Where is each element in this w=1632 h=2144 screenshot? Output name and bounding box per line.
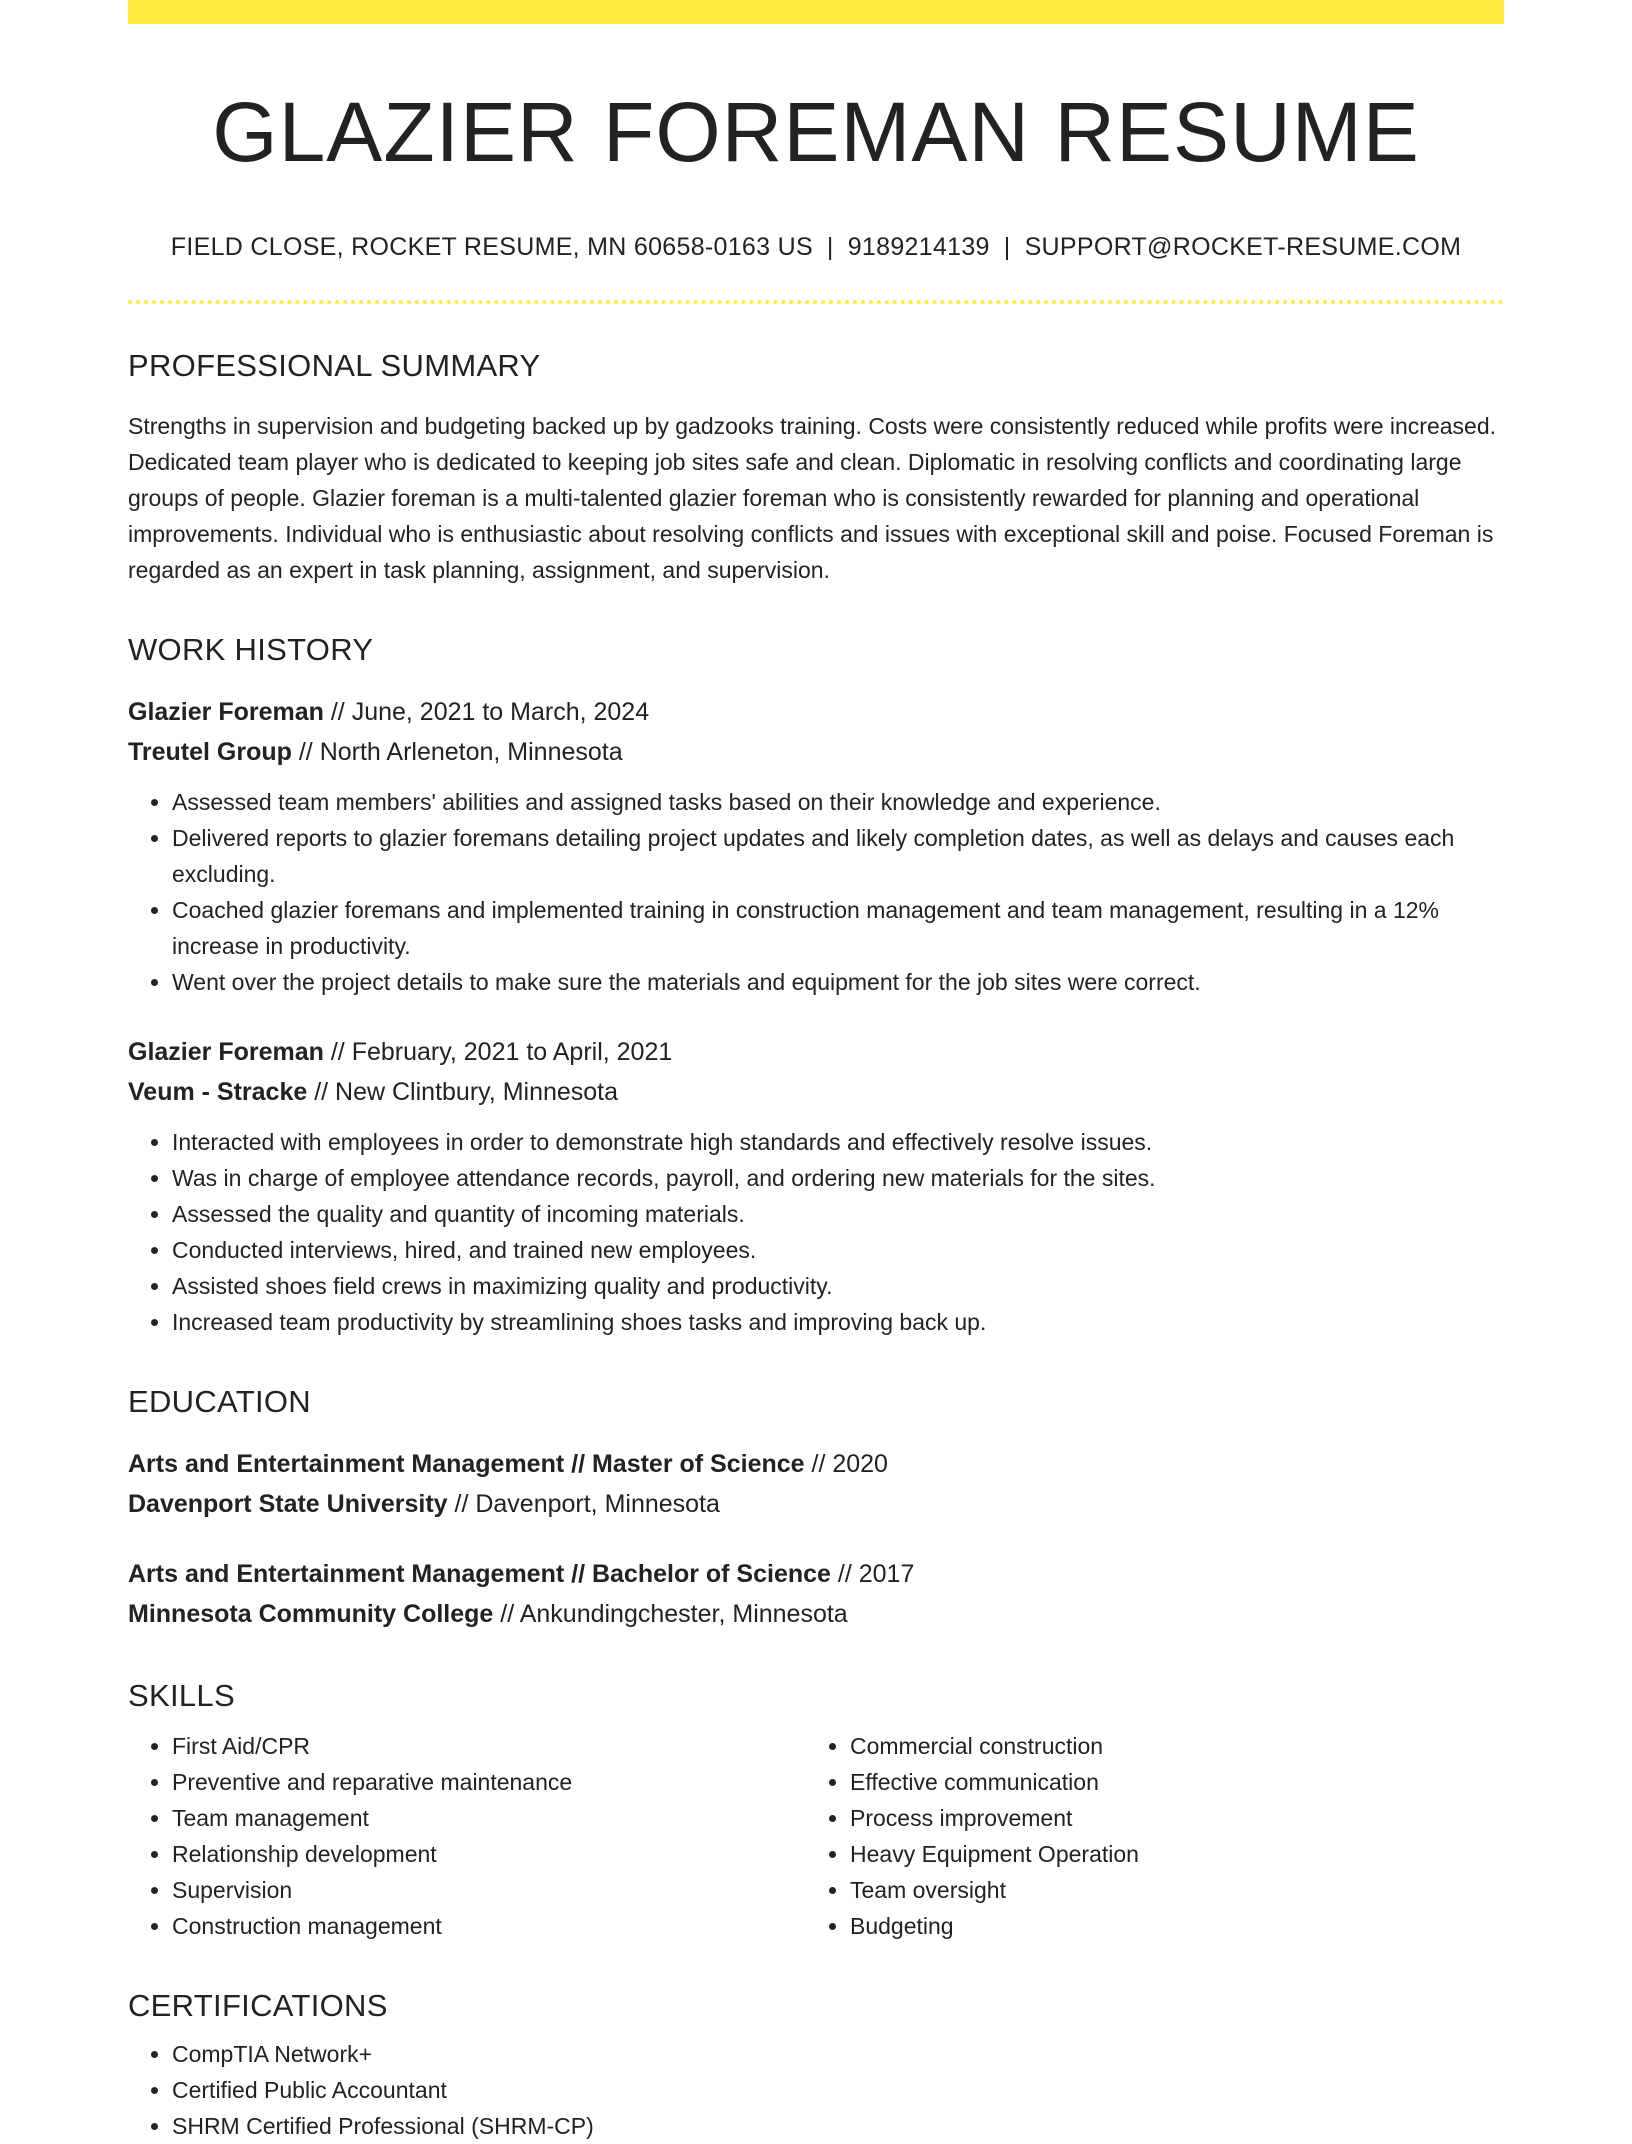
list-item: • Assessed the quality and quantity of incoming materials. xyxy=(172,1196,1504,1232)
education-entry xyxy=(128,1554,1504,1634)
job-title: Glazier Foreman xyxy=(128,1037,324,1066)
job-entry xyxy=(128,1032,1504,1340)
skills-list-left xyxy=(128,1728,806,1944)
certification-item: • SHRM Certified Professional (SHRM-CP) xyxy=(172,2108,1504,2144)
contact-separator: | xyxy=(1003,232,1011,261)
job-dates: // February, 2021 to April, 2021 xyxy=(323,1037,673,1066)
job-title-line xyxy=(128,1032,1504,1072)
list-item: • Conducted interviews, hired, and trained new employees. xyxy=(172,1232,1504,1268)
school-location: // Ankundingchester, Minnesota xyxy=(493,1599,848,1628)
skill-item: • Process improvement xyxy=(850,1800,1484,1836)
skills-grid xyxy=(128,1728,1504,1944)
job-company-line xyxy=(128,1072,1504,1112)
contact-address: FIELD CLOSE, ROCKET RESUME, MN 60658-0163 US xyxy=(170,232,813,261)
job-entry xyxy=(128,692,1504,1000)
certifications-heading: CERTIFICATIONS xyxy=(128,1987,388,2023)
list-item: • Coached glazier foremans and implemented training in construction management and team management, resulting in a 12% increase in productivity. xyxy=(172,892,1504,964)
school-location: // Davenport, Minnesota xyxy=(447,1489,720,1518)
school-line xyxy=(128,1594,1504,1634)
skill-item: • Relationship development xyxy=(172,1836,806,1872)
skill-item: • Commercial construction xyxy=(850,1728,1484,1764)
skill-item: • Team management xyxy=(172,1800,806,1836)
school-line xyxy=(128,1484,1504,1524)
list-item: • Interacted with employees in order to demonstrate high standards and effectively resolve issues. xyxy=(172,1124,1504,1160)
skill-item: • Effective communication xyxy=(850,1764,1484,1800)
skill-item: • Preventive and reparative maintenance xyxy=(172,1764,806,1800)
job-title-line xyxy=(128,692,1504,732)
certification-item: • Certified Public Accountant xyxy=(172,2072,1504,2108)
job-location: // North Arleneton, Minnesota xyxy=(291,737,623,766)
list-item: • Assisted shoes field crews in maximizing quality and productivity. xyxy=(172,1268,1504,1304)
skill-item: • Budgeting xyxy=(850,1908,1484,1944)
job-dates: // June, 2021 to March, 2024 xyxy=(323,697,650,726)
summary-heading: PROFESSIONAL SUMMARY xyxy=(128,347,541,383)
skills-list-right xyxy=(806,1728,1484,1944)
skill-item: • Heavy Equipment Operation xyxy=(850,1836,1484,1872)
degree-line xyxy=(128,1444,1504,1484)
resume-title: GLAZIER FOREMAN RESUME xyxy=(212,85,1420,179)
work-history-heading: WORK HISTORY xyxy=(128,631,374,667)
degree: Arts and Entertainment Management // Bachelor of Science xyxy=(128,1559,831,1588)
contact-phone: 9189214139 xyxy=(847,232,990,261)
top-accent-bar xyxy=(128,0,1504,24)
skill-item: • Supervision xyxy=(172,1872,806,1908)
header-divider xyxy=(128,300,1504,304)
job-company: Treutel Group xyxy=(128,737,292,766)
skill-item: • First Aid/CPR xyxy=(172,1728,806,1764)
contact-line xyxy=(128,233,1504,262)
skill-item: • Team oversight xyxy=(850,1872,1484,1908)
list-item: • Increased team productivity by streamlining shoes tasks and improving back up. xyxy=(172,1304,1504,1340)
skills-column-left xyxy=(128,1728,806,1944)
job-bullets xyxy=(128,784,1504,1000)
list-item: • Was in charge of employee attendance records, payroll, and ordering new materials for the sites. xyxy=(172,1160,1504,1196)
skill-item: • Construction management xyxy=(172,1908,806,1944)
education-entry xyxy=(128,1444,1504,1524)
school: Davenport State University xyxy=(128,1489,448,1518)
degree-line xyxy=(128,1554,1504,1594)
contact-email: SUPPORT@ROCKET-RESUME.COM xyxy=(1024,232,1462,261)
job-company: Veum - Stracke xyxy=(128,1077,308,1106)
certifications-list xyxy=(128,2036,1504,2144)
degree: Arts and Entertainment Management // Master of Science xyxy=(128,1449,805,1478)
job-bullets xyxy=(128,1124,1504,1340)
list-item: • Went over the project details to make sure the materials and equipment for the job sites were correct. xyxy=(172,964,1504,1000)
school: Minnesota Community College xyxy=(128,1599,494,1628)
skills-column-right xyxy=(806,1728,1484,1944)
job-location: // New Clintbury, Minnesota xyxy=(307,1077,619,1106)
contact-separator: | xyxy=(826,232,834,261)
summary-text: Strengths in supervision and budgeting backed up by gadzooks training. Costs were consistently reduced while profits were increased. Dedicated team player who is dedicated to keeping job sites safe and clean. Diplomatic in resolving conflicts and coordinating large groups of people. Glazier foreman is a multi-talented glazier foreman who is consistently rewarded for planning and operational improvements. Individual who is enthusiastic about resolving conflicts and issues with exceptional skill and poise. Focused Foreman is regarded as an expert in task planning, assignment, and supervision. xyxy=(128,412,1496,583)
resume-page xyxy=(128,0,1504,2144)
list-item: • Assessed team members' abilities and assigned tasks based on their knowledge and experience. xyxy=(172,784,1504,820)
degree-year: // 2020 xyxy=(804,1449,888,1478)
job-title: Glazier Foreman xyxy=(128,697,324,726)
education-heading: EDUCATION xyxy=(128,1383,311,1419)
list-item: • Delivered reports to glazier foremans detailing project updates and likely completion dates, as well as delays and causes each excluding. xyxy=(172,820,1504,892)
degree-year: // 2017 xyxy=(830,1559,915,1588)
skills-heading: SKILLS xyxy=(128,1677,235,1713)
job-company-line xyxy=(128,732,1504,772)
certification-item: • CompTIA Network+ xyxy=(172,2036,1504,2072)
